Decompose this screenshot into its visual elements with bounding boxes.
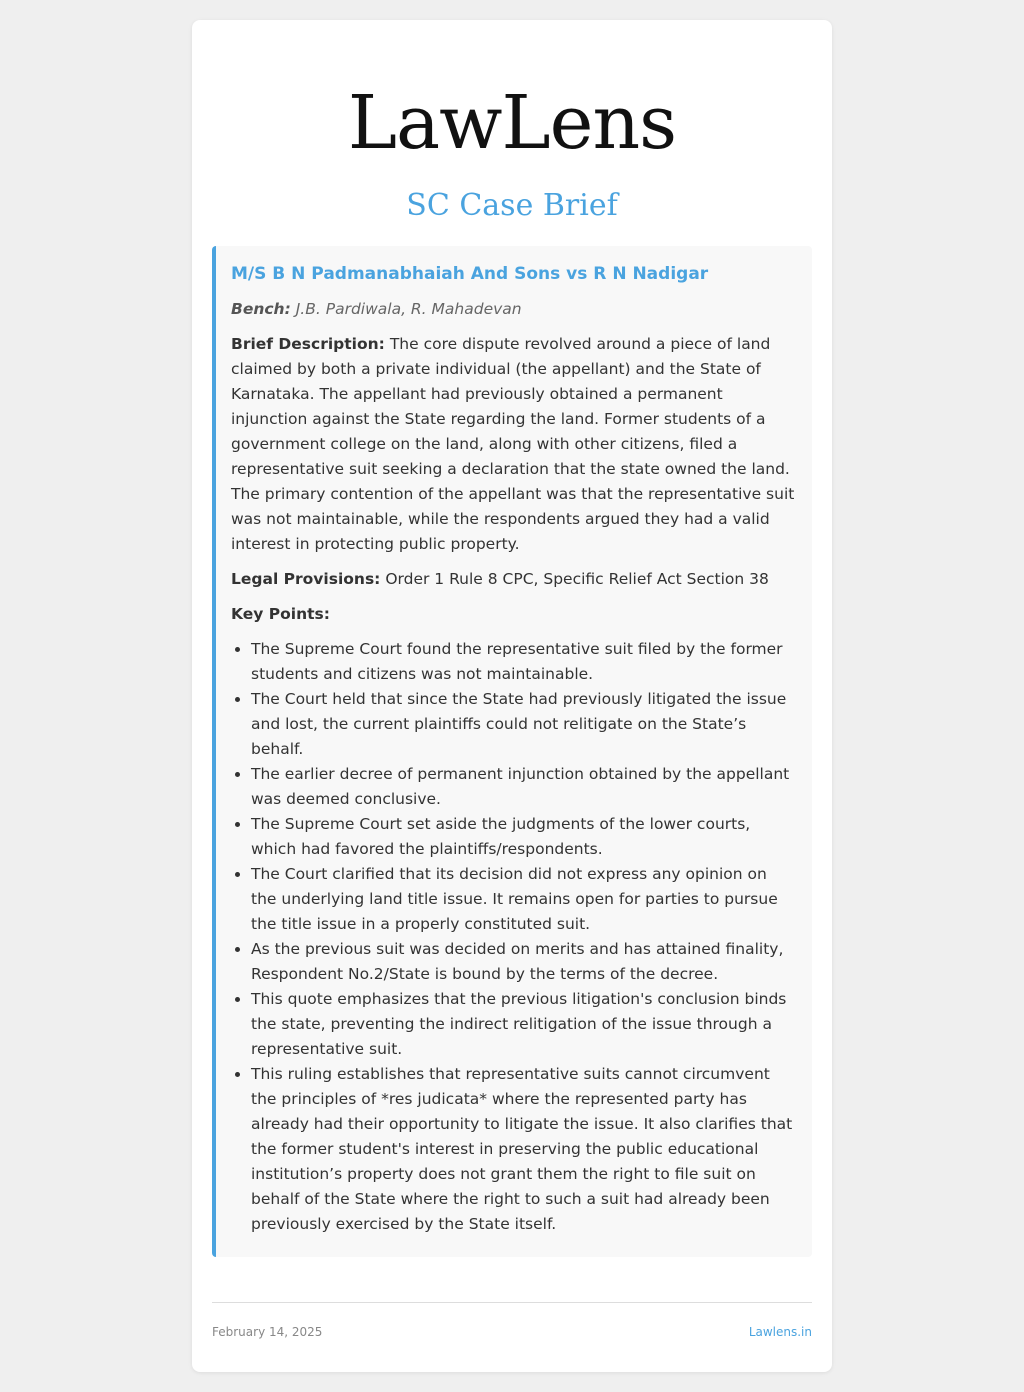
footer-date: February 14, 2025 <box>212 1325 323 1339</box>
brief-description <box>231 332 796 557</box>
key-points-label: Key Points: <box>231 605 330 623</box>
bench-label: Bench: <box>231 300 291 318</box>
key-points-list <box>231 637 796 1237</box>
key-point-item: • The Supreme Court found the representative suit filed by the former students and citizens was not maintainable. <box>251 637 796 687</box>
case-brief-card <box>192 20 832 1372</box>
key-point-item: • This quote emphasizes that the previous litigation's conclusion binds the state, preventing the indirect relitigation of the issue through a representative suit. <box>251 987 796 1062</box>
footer <box>212 1302 812 1339</box>
key-point-item: • The Supreme Court set aside the judgments of the lower courts, which had favored the plaintiffs/respondents. <box>251 812 796 862</box>
legal-provisions <box>231 567 796 592</box>
case-title: M/S B N Padmanabhaiah And Sons vs R N Nadigar <box>231 264 709 284</box>
key-points-heading <box>231 602 796 627</box>
brand-title: LawLens <box>347 80 677 166</box>
key-point-item: • The earlier decree of permanent injunction obtained by the appellant was deemed conclusive. <box>251 762 796 812</box>
key-point-item: • As the previous suit was decided on merits and has attained finality, Respondent No.2/State is bound by the terms of the decree. <box>251 937 796 987</box>
footer-site-link[interactable]: Lawlens.in <box>748 1325 812 1339</box>
key-point-item: • This ruling establishes that representative suits cannot circumvent the principles of *res judicata* where the represented party has already had their opportunity to litigate the issue. It also clarifies that the former student's interest in preserving the public educational institution’s property does not grant them the right to file suit on behalf of the State where the right to such a suit had already been previously exercised by the State itself. <box>251 1062 796 1237</box>
key-point-item: • The Court held that since the State had previously litigated the issue and lost, the current plaintiffs could not relitigate on the State’s behalf. <box>251 687 796 762</box>
page-subtitle: SC Case Brief <box>406 188 618 223</box>
legal-provisions-label: Legal Provisions: <box>231 570 381 588</box>
key-point-item: • The Court clarified that its decision did not express any opinion on the underlying land title issue. It remains open for parties to pursue the title issue in a properly constituted suit. <box>251 862 796 937</box>
brief-description-text: The core dispute revolved around a piece of land claimed by both a private individual (the appellant) and the State of Karnataka. The appellant had previously obtained a permanent injunction against the State regarding the land. Former students of a government college on the land, along with other citizens, filed a representative suit seeking a declaration that the state owned the land. The primary contention of the appellant was that the representative suit was not maintainable, while the respondents argued they had a valid interest in protecting public property. <box>231 335 795 553</box>
bench-line <box>231 297 796 322</box>
legal-provisions-text: Order 1 Rule 8 CPC, Specific Relief Act Section 38 <box>385 570 769 588</box>
case-brief-box <box>212 246 812 1257</box>
brief-description-label: Brief Description: <box>231 335 385 353</box>
bench-judges: J.B. Pardiwala, R. Mahadevan <box>295 300 522 318</box>
